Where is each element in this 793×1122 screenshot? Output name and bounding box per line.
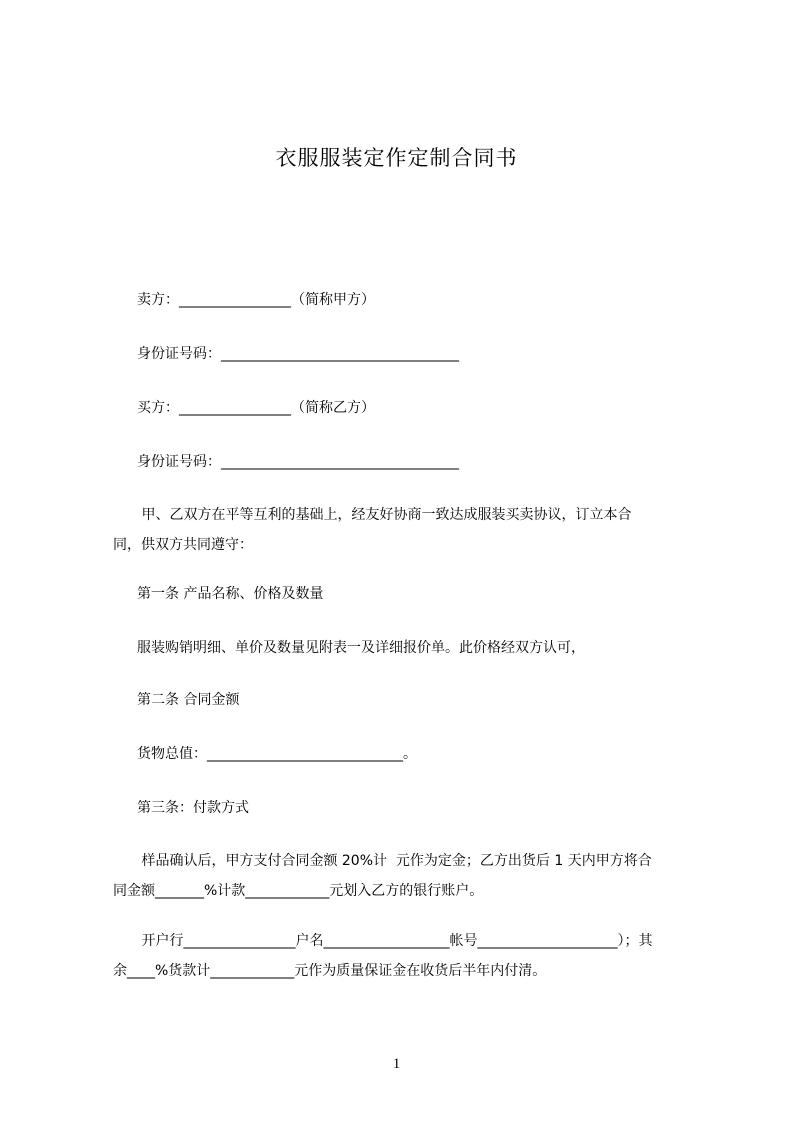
payment-paragraph: [113, 846, 702, 906]
preamble-line-2: 同，供双方共同遵守：: [113, 537, 253, 553]
seller-id-line: 身份证号码：__________________________________: [137, 346, 459, 362]
preamble-line-1: 甲、乙双方在平等互利的基础上，经友好协商一致达成服装买卖协议，订立本合: [137, 507, 632, 523]
preamble-paragraph: [113, 500, 702, 560]
seller-line: 卖方：________________（简称甲方）: [137, 292, 375, 308]
bank-paragraph: [113, 926, 702, 986]
buyer-line: 买方：________________（简称乙方）: [137, 400, 375, 416]
buyer-id-line: 身份证号码：__________________________________: [137, 454, 459, 470]
payment-line-2: 同金额_______%计款____________元划入乙方的银行账户。: [113, 883, 484, 899]
payment-line-1: 样品确认后，甲方支付合同金额 20%计 元作为定金；乙方出货后 1 天内甲方将合: [137, 853, 652, 869]
bank-line-2: 余____%货款计____________元作为质量保证金在收货后半年内付清。: [113, 963, 547, 979]
article3-heading: 第三条：付款方式: [137, 800, 249, 816]
bank-line-1: 开户行________________户名__________________帐号____________________）；其: [137, 933, 653, 949]
article2-heading: 第二条 合同金额: [137, 692, 240, 708]
article1-heading: 第一条 产品名称、价格及数量: [137, 586, 324, 602]
article1-body: 服装购销明细、单价及数量见附表一及详细报价单。此价格经双方认可，: [137, 640, 585, 656]
page-number: 1: [392, 1056, 401, 1072]
article2-body: 货物总值：____________________________。: [137, 746, 417, 762]
document-title: 衣服服装定作定制合同书: [275, 146, 518, 170]
